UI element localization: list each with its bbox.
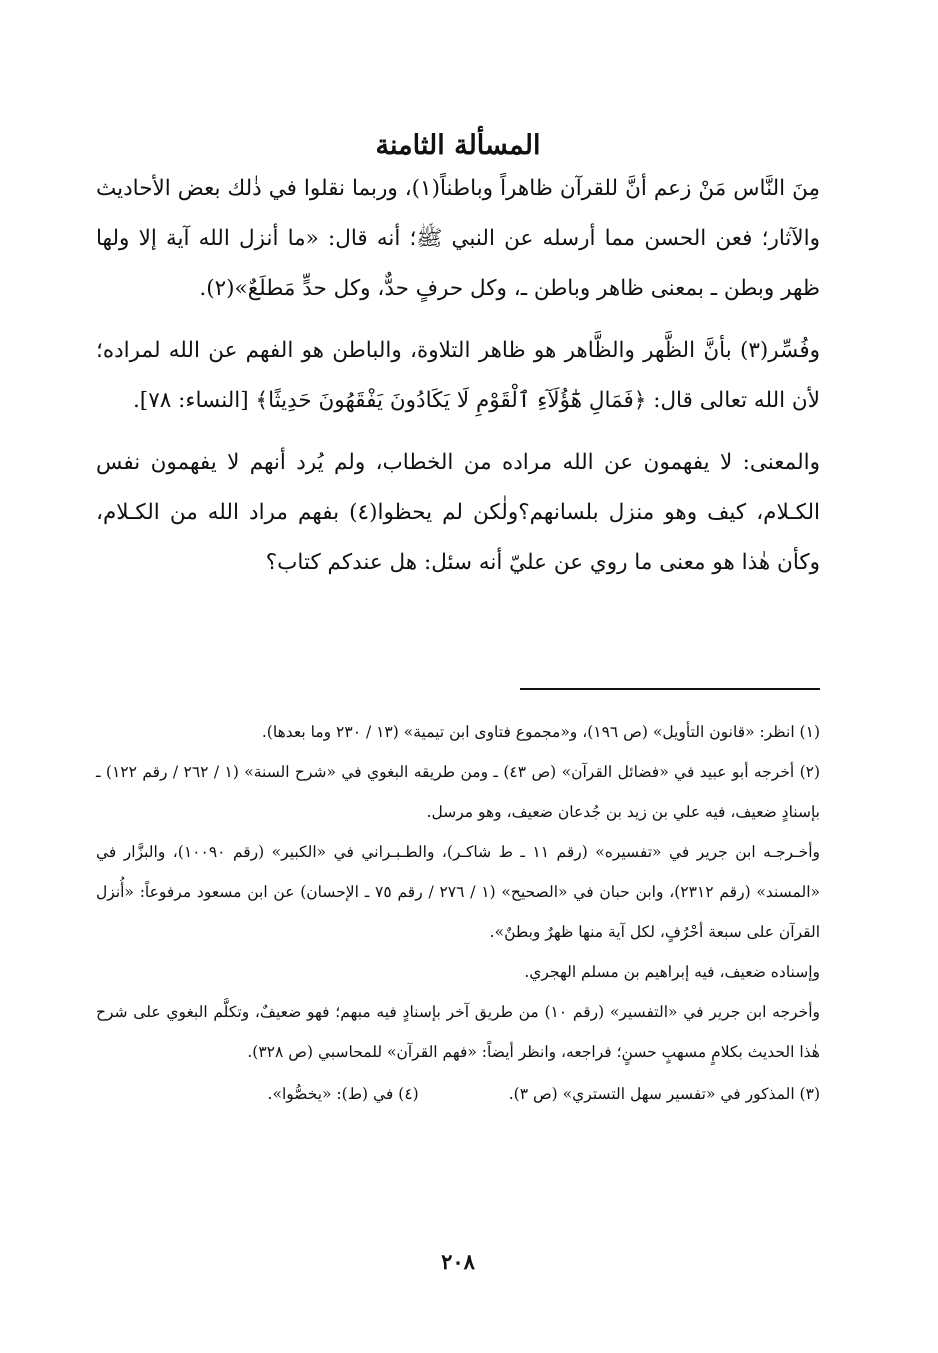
footnote-4: (٤) في (ط): «يخصُّوا». xyxy=(267,1085,419,1103)
main-text xyxy=(96,164,820,588)
footnote-2-additional: وأخرجه ابن جرير في «التفسير» (رقم ١٠) من طريق آخر بإسنادٍ فيه مبهم؛ فهو ضعيفٌ، وتكلَّم البغوي على شرح هٰذا الحديث بكلامٍ مسهبٍ حسنٍ؛ فراجعه، وانظر أيضاً: «فهم القرآن» للمحاسبي (ص ٣٢٨). xyxy=(96,1003,820,1061)
footnote-separator xyxy=(520,688,820,690)
footnote-2-chain-note: وإسناده ضعيف، فيه إبراهيم بن مسلم الهجري. xyxy=(524,963,820,981)
page-number: ٢٠٨ xyxy=(441,1249,475,1274)
footnotes xyxy=(96,712,820,1114)
book-page xyxy=(96,0,820,1353)
paragraph-3: والمعنى: لا يفهمون عن الله مراده من الخطاب، ولم يُرد أنهم لا يفهمون نفس الكـلام، كيف وهو منزل بلسانهم؟ولٰكن لم يحظوا(٤) بفهم مراد الله من الكـلام، وكأن هٰذا هو معنى ما روي عن عليّ أنه سئل: هل عندكم كتاب؟ xyxy=(96,450,820,575)
footnote-row-3-4 xyxy=(96,1074,820,1114)
footnote-3: (٣) المذكور في «تفسير سهل التستري» (ص ٣). xyxy=(508,1085,820,1103)
footnote-1: (١) انظر: «قانون التأويل» (ص ١٩٦)، و«مجموع فتاوى ابن تيمية» (١٣ / ٢٣٠ وما بعدها). xyxy=(261,723,820,741)
paragraph-2: وفُسِّر(٣) بأنَّ الظَّهر والظَّاهر هو ظاهر التلاوة، والباطن هو الفهم عن الله لمراده؛ لأن الله تعالى قال: ﴿فَمَالِ هَٰٓؤُلَآءِ ٱلْقَوْمِ لَا يَكَادُونَ يَفْقَهُونَ حَدِيثًا﴾ [النساء: ٧٨]. xyxy=(96,338,820,413)
footnote-2: (٢) أخرجه أبو عبيد في «فضائل القرآن» (ص ٤٣) ـ ومن طريقه البغوي في «شرح السنة» (١ / ٢٦٢ / رقم ١٢٢) ـ بإسنادٍ ضعيف، فيه علي بن زيد بن جُدعان ضعيف، وهو مرسل. xyxy=(96,763,821,821)
footnote-2-continuation: وأخـرجـه ابن جرير في «تفسيره» (رقم ١١ ـ ط شاكـر)، والطـبـراني في «الكبير» (رقم ١٠٠٩٠)، والبزَّار في «المسند» (رقم ٢٣١٢)، وابن حبان في «الصحيح» (١ / ٢٧٦ / رقم ٧٥ ـ الإحسان) عن ابن مسعود مرفوعاً: «أُنزل القرآن على سبعة أحْرُفٍ، لكل آية منها ظهرٌ وبطنٌ». xyxy=(96,843,820,941)
paragraph-1: مِنَ النَّاس مَنْ زعم أنَّ للقرآن ظاهراً وباطناً(١)، وربما نقلوا في ذٰلك بعض الأحاديث والآثار؛ فعن الحسن مما أرسله عن النبي ﷺ؛ أنه قال: «ما أنزل الله آية إلا ولها ظهر وبطن ـ بمعنى ظاهر وباطن ـ، وكل حرفٍ حدٌّ، وكل حدٍّ مَطلَعٌ»(٢). xyxy=(96,176,820,301)
section-title: المسألة الثامنة xyxy=(375,130,541,162)
